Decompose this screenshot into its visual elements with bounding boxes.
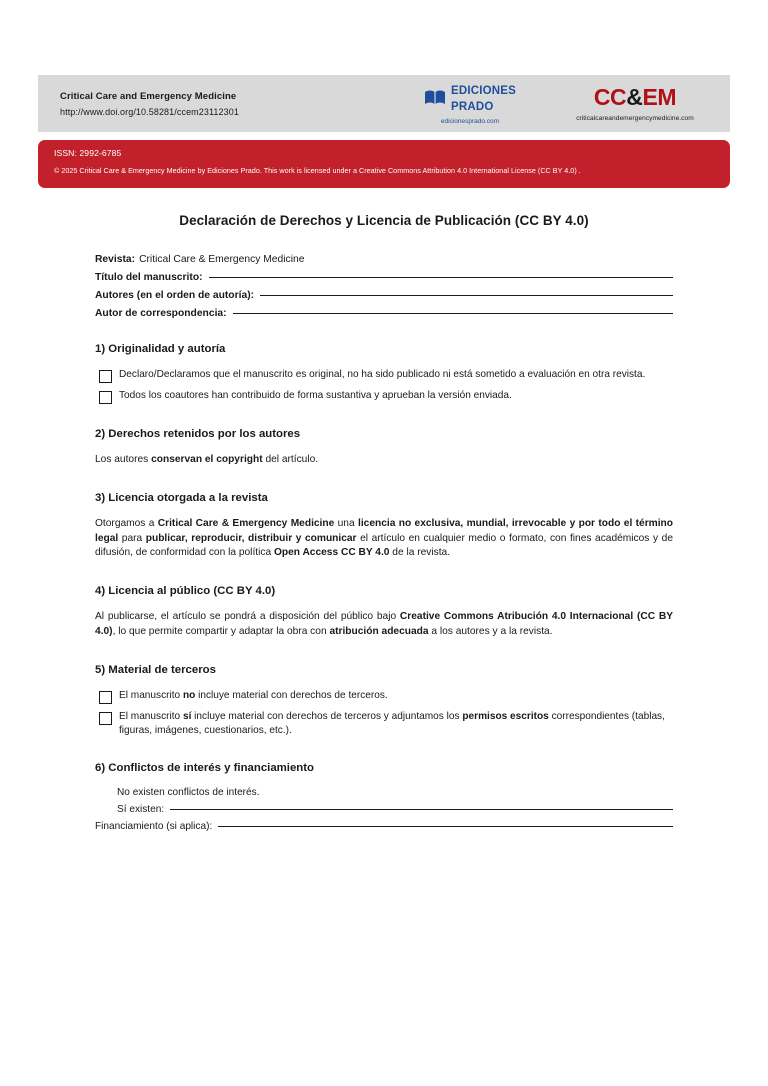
publisher-name-line2: PRADO — [450, 101, 494, 113]
section-heading-1: 1) Originalidad y autoría — [95, 343, 226, 355]
brand-ampersand: & — [626, 83, 643, 110]
meta-label-titulo: Título del manuscrito: — [95, 272, 203, 283]
brand-em: EM — [642, 83, 677, 110]
checkbox-icon[interactable] — [99, 370, 112, 383]
document-header — [38, 75, 730, 132]
checkbox-row-originalidad-1[interactable] — [95, 368, 673, 383]
book-icon — [424, 89, 446, 107]
meta-value-revista: Critical Care & Emergency Medicine — [139, 254, 305, 265]
financing-label: Financiamiento (si aplica): — [95, 821, 213, 833]
conflict-none-label: No existen conflictos de interés. — [117, 787, 260, 799]
checkbox-label: Declaro/Declaramos que el manuscrito es original, no ha sido publicado ni está sometido a evaluación en otra revista. — [119, 369, 646, 380]
page-title: Declaración de Derechos y Licencia de Publicación (CC BY 4.0) — [179, 213, 589, 228]
financing-input[interactable] — [218, 826, 673, 827]
checkbox-label: Todos los coautores han contribuido de forma sustantiva y aprueban la versión enviada. — [119, 390, 512, 401]
document-body — [95, 213, 673, 832]
conflict-block — [95, 787, 673, 815]
checkbox-icon[interactable] — [99, 391, 112, 404]
meta-label-revista: Revista: — [95, 254, 136, 265]
checkbox-row-terceros-1[interactable] — [95, 689, 673, 704]
conflict-yes-row[interactable] — [117, 804, 673, 815]
checkbox-label: El manuscrito no incluye material con derechos de terceros. — [119, 689, 388, 701]
license-banner — [38, 140, 730, 188]
section-heading-5: 5) Material de terceros — [95, 663, 216, 676]
brand-cc: CC — [593, 83, 627, 110]
copyright-text: © 2025 Critical Care & Emergency Medicine by Ediciones Prado. This work is licensed under a Creative Commons Attribution 4.0 International License (CC BY 4.0) . — [54, 166, 581, 175]
checkbox-row-terceros-2[interactable] — [95, 710, 673, 739]
checkbox-label: El manuscrito sí incluye material con derechos de terceros y adjuntamos los permisos escritos correspondientes (tablas, figuras, imágenes, cuestionarios, etc.). — [119, 710, 665, 737]
meta-row-titulo[interactable] — [95, 272, 673, 283]
section-heading-4: 4) Licencia al público (CC BY 4.0) — [95, 585, 276, 598]
meta-input-correspondencia[interactable] — [233, 313, 673, 314]
meta-label-correspondencia: Autor de correspondencia: — [95, 308, 227, 319]
brand-logo — [550, 83, 730, 122]
issn-text: ISSN: 2992-6785 — [54, 148, 122, 158]
publisher-name-line1: EDICIONES — [450, 84, 517, 97]
conflict-yes-input[interactable] — [170, 809, 673, 810]
checkbox-icon[interactable] — [99, 712, 112, 725]
financing-row[interactable] — [95, 821, 673, 832]
section-heading-2: 2) Derechos retenidos por los autores — [95, 428, 301, 440]
meta-input-autores[interactable] — [260, 295, 673, 296]
checkbox-icon[interactable] — [99, 691, 112, 704]
publisher-url: edicionesprado.com — [440, 118, 500, 126]
publisher-logo — [390, 82, 550, 126]
section-heading-3: 3) Licencia otorgada a la revista — [95, 491, 268, 504]
journal-name: Critical Care and Emergency Medicine — [60, 90, 237, 102]
brand-url: criticalcareandemergencymedicine.com — [576, 114, 694, 122]
section-heading-6: 6) Conflictos de interés y financiamiento — [95, 762, 314, 775]
section-paragraph-4: Al publicarse, el artículo se pondrá a disposición del público bajo Creative Commons Atribución 4.0 Internacional (CC BY 4.0), lo que permite compartir y adaptar la obra con atribución adecuada a los autores y a la revista. — [95, 611, 673, 637]
meta-row-revista — [95, 254, 673, 265]
meta-row-correspondencia[interactable] — [95, 308, 673, 319]
section-paragraph-3: Otorgamos a Critical Care & Emergency Medicine una licencia no exclusiva, mundial, irrevocable y por todo el término legal para publicar, reproducir, distribuir y comunicar el artículo en cualquier medio o formato, con fines académicos y de difusión, de conformidad con la política Open Access CC BY 4.0 de la revista. — [95, 517, 673, 559]
checkbox-row-originalidad-2[interactable] — [95, 389, 673, 404]
manuscript-meta — [95, 254, 673, 319]
section-paragraph-2: Los autores conservan el copyright del artículo. — [95, 454, 319, 465]
header-journal-info — [38, 91, 390, 117]
conflict-none-text — [117, 787, 673, 798]
meta-row-autores[interactable] — [95, 290, 673, 301]
journal-doi: http://www.doi.org/10.58281/ccem23112301 — [60, 106, 239, 117]
meta-input-titulo[interactable] — [209, 277, 673, 278]
meta-label-autores: Autores (en el orden de autoría): — [95, 290, 255, 301]
conflict-yes-label: Sí existen: — [117, 804, 165, 816]
